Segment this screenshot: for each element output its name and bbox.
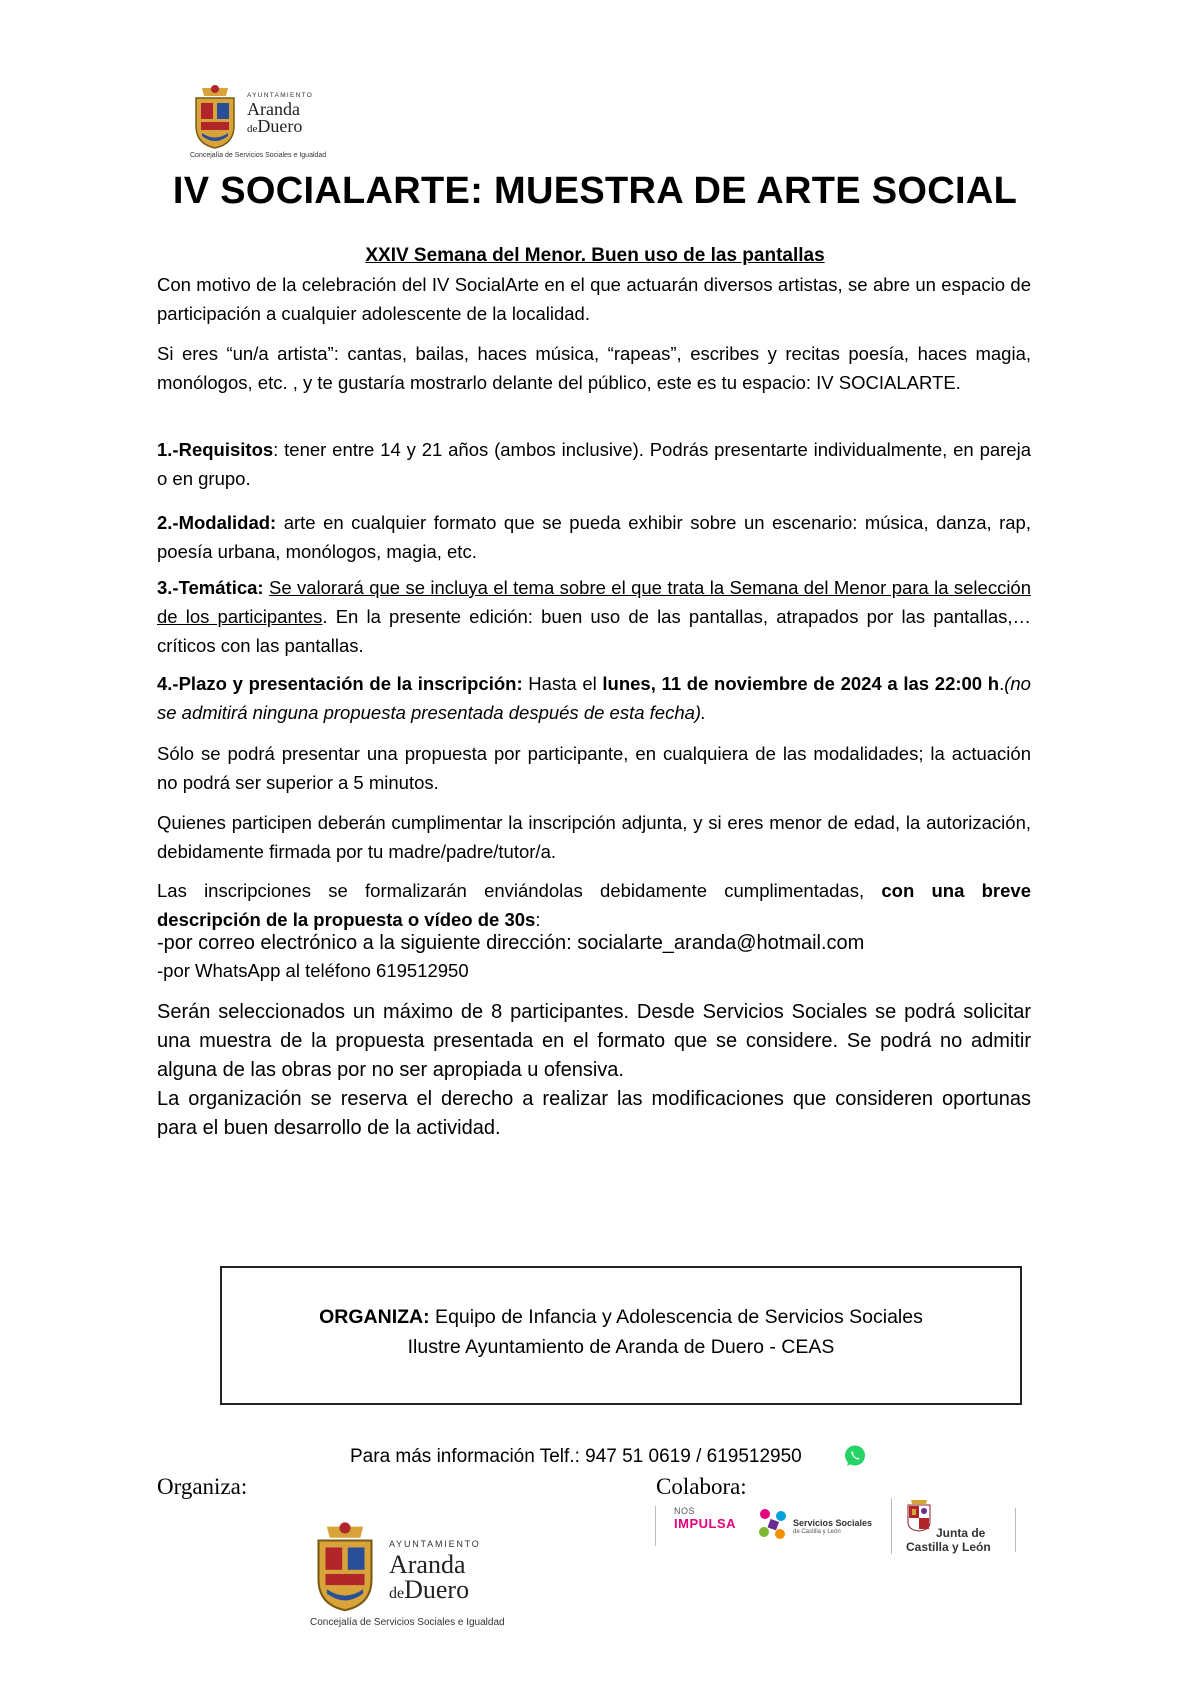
logo-name-line2: deDuero xyxy=(389,1575,470,1604)
puzzle-people-icon xyxy=(755,1506,791,1546)
section-modalidad: 2.-Modalidad: arte en cualquier formato que se pueda exhibir sobre un escenario: música, danza, rap, poesía urbana, monólogos, magia, etc. xyxy=(157,512,1031,562)
ayuntamiento-logo-top xyxy=(190,84,330,164)
intro-paragraph-1: Con motivo de la celebración del IV SocialArte en el que actuarán diversos artistas, se abre un espacio de participación a cualquier adolescente de la localidad. xyxy=(157,274,1031,324)
paragraph-seleccion: Serán seleccionados un máximo de 8 participantes. Desde Servicios Sociales se podrá solicitar una muestra de la propuesta presentada en el formato que se considere. Se podrá no admitir alguna de las obras por no ser apropiada u ofensiva. xyxy=(157,1001,1031,1081)
whatsapp-line: -por WhatsApp al teléfono 619512950 xyxy=(157,960,469,981)
organiza-label: Organiza: xyxy=(157,1474,248,1499)
contact-info: Para más información Telf.: 947 51 0619 / 619512950 xyxy=(350,1446,802,1467)
paragraph-organizacion: La organización se reserva el derecho a realizar las modificaciones que consideren oportunas para el buen desarrollo de la actividad. xyxy=(157,1088,1031,1139)
organizer-box xyxy=(220,1266,1022,1405)
logo-name-line2: deDuero xyxy=(247,116,303,136)
paragraph-envio: Las inscripciones se formalizarán enviándolas debidamente cumplimentadas, con una breve descripción de la propuesta o vídeo de 30s: xyxy=(157,880,1031,930)
page-subtitle: XXIV Semana del Menor. Buen uso de las pantallas xyxy=(365,245,825,266)
whatsapp-icon xyxy=(843,1444,867,1468)
servicios-sociales-logo: Servicios Sociales de Castilla y León xyxy=(755,1504,885,1548)
organizer-line-1: ORGANIZA: Equipo de Infancia y Adolescencia de Servicios Sociales xyxy=(319,1306,923,1328)
logo-department: Concejalía de Servicios Sociales e Igualdad xyxy=(310,1617,505,1628)
section-requisitos: 1.-Requisitos: tener entre 14 y 21 años (ambos inclusive). Podrás presentarte individualmente, en pareja o en grupo. xyxy=(157,439,1031,489)
logo-small-caps: AYUNTAMIENTO xyxy=(389,1539,481,1549)
nos-impulsa-logo: NOS IMPULSA xyxy=(655,1506,745,1546)
email-line: -por correo electrónico a la siguiente dirección: socialarte_aranda@hotmail.com xyxy=(157,932,865,954)
paragraph-inscripcion: Quienes participen deberán cumplimentar la inscripción adjunta, y si eres menor de edad, la autorización, debidamente firmada por tu madre/padre/tutor/a. xyxy=(157,812,1031,862)
logo-small-caps: AYUNTAMIENTO xyxy=(247,92,314,99)
sponsor-divider xyxy=(1015,1508,1016,1552)
castilla-leon-shield-icon xyxy=(906,1498,932,1532)
ayuntamiento-logo-bottom xyxy=(310,1521,510,1631)
logo-name-line1: Aranda xyxy=(247,99,300,119)
section-plazo: 4.-Plazo y presentación de la inscripción: Hasta el lunes, 11 de noviembre de 2024 a las 22:00 h.(no se admitirá ninguna propuesta presentada después de esta fecha). xyxy=(157,673,1031,723)
page-title: IV SOCIALARTE: MUESTRA DE ARTE SOCIAL xyxy=(172,170,1018,212)
paragraph-una-propuesta: Sólo se podrá presentar una propuesta por participante, en cualquiera de las modalidades; la actuación no podrá ser superior a 5 minutos. xyxy=(157,743,1031,793)
logo-department: Concejalía de Servicios Sociales e Igualdad xyxy=(190,152,327,159)
section-tematica: 3.-Temática: Se valorará que se incluya el tema sobre el que trata la Semana del Menor para la selección de los participantes. En la presente edición: buen uso de las pantallas, atrapados por las pantallas,…críticos con las pantallas. xyxy=(157,577,1032,656)
coat-of-arms-icon xyxy=(310,1521,380,1613)
coat-of-arms-icon xyxy=(190,84,240,150)
sponsor-logos xyxy=(655,1498,1025,1558)
intro-paragraph-2: Si eres “un/a artista”: cantas, bailas, haces música, “rapeas”, escribes y recitas poesía, haces magia, monólogos, etc. , y te gustaría mostrarlo delante del público, este es tu espacio: IV SOCIALARTE. xyxy=(157,343,1031,393)
logo-name-line1: Aranda xyxy=(389,1550,466,1579)
junta-castilla-leon-logo: Junta de Castilla y León xyxy=(891,1498,1026,1554)
colabora-label: Colabora: xyxy=(656,1474,747,1499)
organizer-line-2: Ilustre Ayuntamiento de Aranda de Duero - CEAS xyxy=(407,1336,835,1358)
